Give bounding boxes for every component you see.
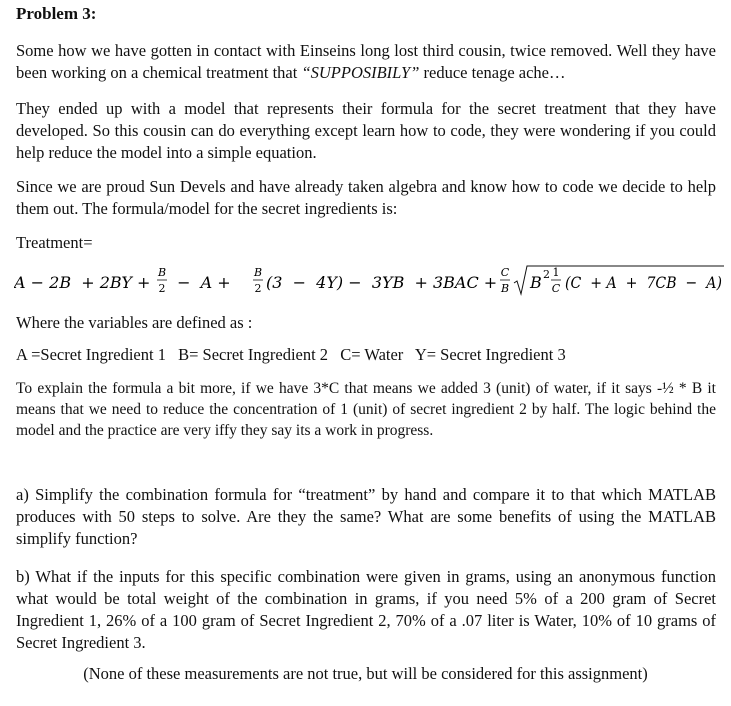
question-a: a) Simplify the combination formula for “treatment” by hand and compare it to that which MATLAB produces with 50 steps to solve. Are they the same? What are some benefits of using the MATLAB simplify function? <box>16 485 716 548</box>
disclaimer-note: (None of these measurements are not true, but will be considered for this assignment) <box>83 664 648 683</box>
var-y: Y= Secret Ingredient 3 <box>414 345 566 364</box>
problem-title: Problem 3: <box>16 4 97 23</box>
question-b: b) What if the inputs for this specific combination were given in grams, using an anonymous function what would be total weight of the combination in grams, if you need 5% of a 200 gram of Secret Ingredient 1, 26% of a 100 gram of Secret Ingredient 2, 70% of a .07 liter is Water, 10% of 10 grams of Secret Ingredient 3. <box>16 567 716 652</box>
frac2-numerator: B <box>253 266 263 279</box>
frac3-denominator: B <box>500 282 510 295</box>
variables-intro: Where the variables are defined as : <box>16 313 253 332</box>
treatment-label: Treatment= <box>16 233 93 252</box>
formula-term-4: (C + A + 7CB − A) <box>565 273 722 292</box>
formula-term-1: A − 2B + 2BY + <box>14 273 156 292</box>
var-a: A =Secret Ingredient 1 <box>16 345 166 364</box>
intro-paragraph <box>16 40 716 84</box>
frac1-numerator: B <box>157 266 167 279</box>
intro-text-b: reduce tenage ache… <box>419 63 566 82</box>
intro-quote: “SUPPOSIBILY” <box>301 63 420 82</box>
explanation-paragraph: To explain the formula a bit more, if we have 3*C that means we added 3 (unit) of water, if it says -½ * B it means that we need to reduce the concentration of 1 (unit) of secret ingredient 2 by half. The logic behind the model and the practice are very iffy they say its a work in progress. <box>16 380 716 439</box>
model-paragraph: They ended up with a model that represents their formula for the secret treatment that they have developed. So this cousin can do everything except learn how to code, they were wondering if you could help reduce the model into a simple equation. <box>16 99 716 162</box>
frac4-denominator: C <box>551 282 561 295</box>
frac4-numerator: 1 <box>552 266 560 279</box>
intro-text-a: Some how we have gotten in contact with Einseins long lost third cousin, twice removed. Well they have been working on a chemical treatment that <box>16 41 716 82</box>
frac1-denominator: 2 <box>158 282 166 295</box>
sqrt-base: B <box>530 273 542 292</box>
treatment-formula <box>14 263 726 299</box>
formula-term-2: − A + <box>172 273 236 292</box>
frac2-denominator: 2 <box>254 282 262 295</box>
var-c: C= Water <box>340 345 404 364</box>
variable-definitions <box>16 345 716 365</box>
help-paragraph: Since we are proud Sun Devels and have already taken algebra and know how to code we decide to help them out. The formula/model for the secret ingredients is: <box>16 177 716 218</box>
sqrt-exponent: 2 <box>543 268 550 281</box>
frac3-numerator: C <box>500 266 510 279</box>
var-b: B= Secret Ingredient 2 <box>178 345 329 364</box>
formula-term-3: (3 − 4Y) − 3YB + 3BAC + <box>266 273 503 292</box>
